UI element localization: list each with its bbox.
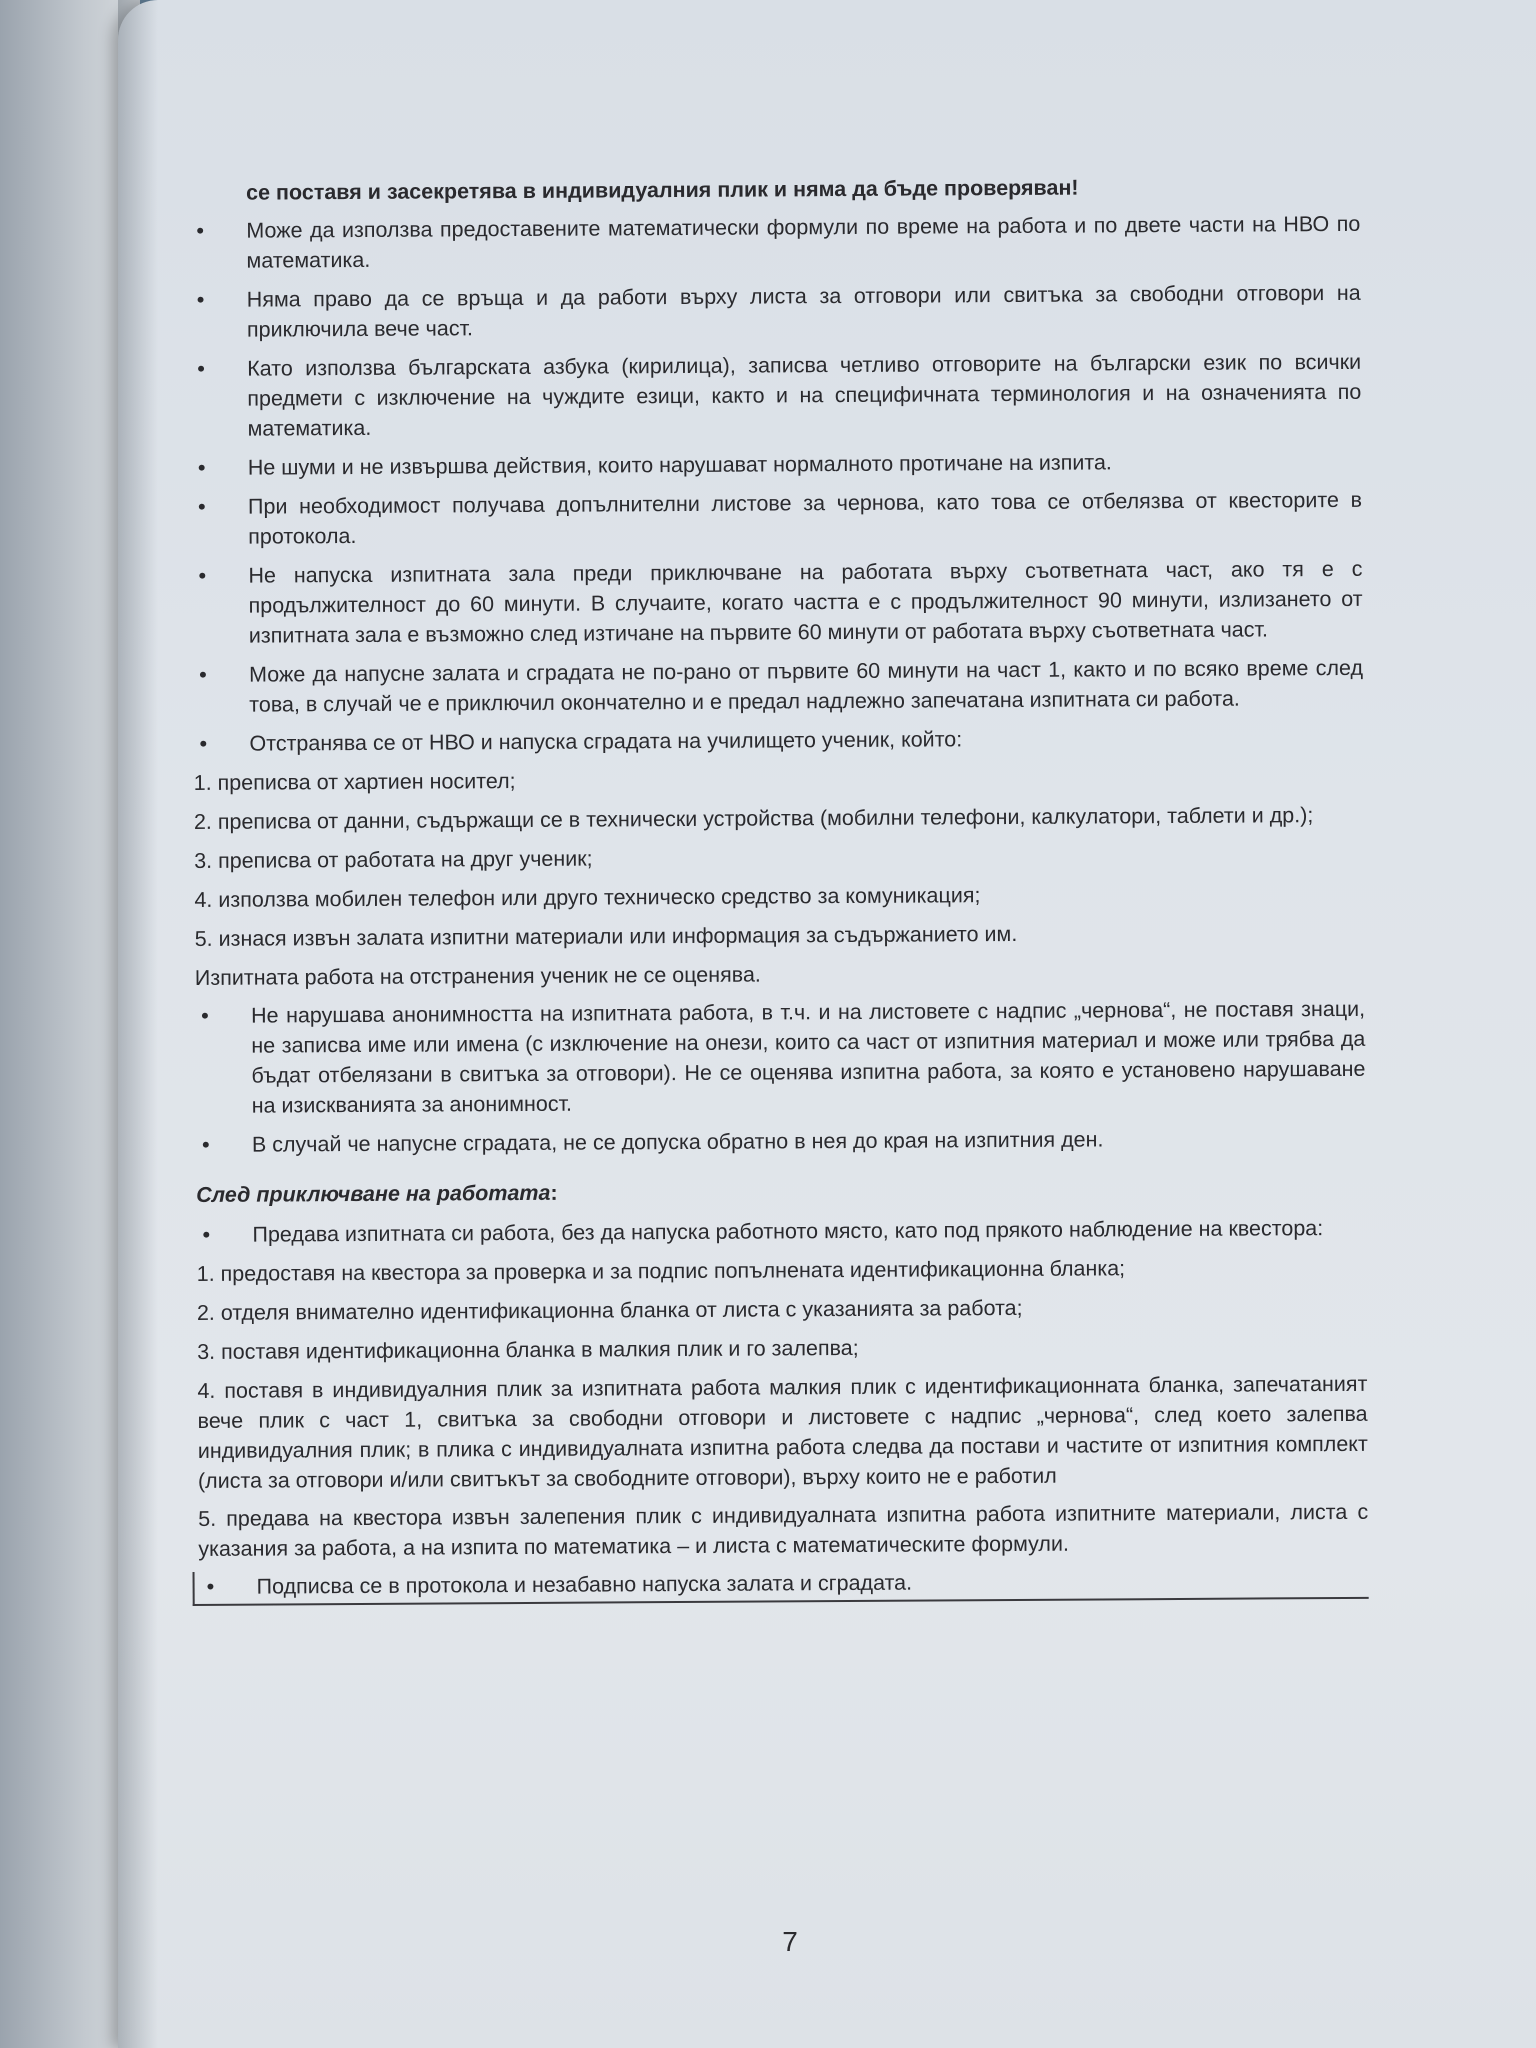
bullet-text: В случай че напусне сградата, не се допуска обратно в нея до края на изпитния ден.: [251, 1127, 1104, 1157]
bullet-text: Предава изпитната си работа, без да напуска работното място, като под прякото наблюдение на квестора:: [252, 1216, 1324, 1247]
removal-item: 5. изнася извън залата изпитни материали или информация за съдържанието им.: [194, 921, 1018, 951]
section-heading-text: След приключване на работата: [196, 1180, 551, 1207]
bullet-item: [195, 994, 1366, 1121]
bullet-item: [192, 554, 1363, 651]
bullet-dot: •: [196, 286, 205, 312]
bullet-item: [192, 485, 1362, 552]
after-item: 1. предоставя на квестора за проверка и за подпис попълнената идентификационна бланка;: [196, 1256, 1126, 1286]
bullet-text: Може да напусне залата и сградата не по-рано от първите 60 минути на част 1, както и по всяко време след това, в случай че е приключил окончателно и е предал надлежно запечатана изпитната си работа.: [248, 655, 1364, 717]
binding-gutter: [118, 0, 158, 2048]
bullet-item: [201, 1565, 1369, 1602]
bullet-dot: •: [201, 1002, 209, 1028]
bullet-dot: •: [202, 1221, 211, 1247]
section-heading: [196, 1173, 1366, 1210]
bullet-dot: •: [197, 355, 205, 381]
page-content: [190, 171, 1369, 1606]
bullet-item: [190, 209, 1360, 276]
bullet-dot: •: [199, 730, 208, 756]
bullet-text: Като използва българската азбука (кирилица), записва четливо отговорите на български език по всички предмети с изключение на чуждите езици, както и на специфичната терминология и на означенията по математика.: [247, 349, 1362, 441]
bullet-text: Не нарушава анонимността на изпитната работа, в т.ч. и на листовете с надпис „чернова“, не поставя знаци, не записва име или имена (с изключение на онези, които са част от изпитния материал и може или трябва да бъдат отбелязани в свитъка за отговори). Не се оценява изпитна работа, за която е установено нарушаване на изискванията за анонимност.: [251, 996, 1366, 1118]
removal-item: 3. преписва от работата на друг ученик;: [194, 846, 593, 873]
removal-item: 1. преписва от хартиен носител;: [193, 769, 516, 795]
bullet-dot: •: [196, 217, 205, 243]
after-item: 3. поставя идентификационна бланка в малкия плик и го залепва;: [197, 1335, 859, 1364]
removal-item: 2. преписва от данни, съдържащи се в технически устройства (мобилни телефони, калкулатори, таблети и др.);: [193, 803, 1314, 834]
bullet-dot: •: [206, 1573, 215, 1599]
bullet-dot: •: [198, 661, 207, 687]
bullet-text: Няма право да се връща и да работи върху листа за отговори или свитъка за свободни отговори на приключила вече част.: [246, 280, 1361, 342]
removal-item: 4. използва мобилен телефон или друго техническо средство за комуникация;: [194, 883, 981, 912]
bullet-item: [192, 446, 1362, 483]
bullet-dot: •: [197, 493, 206, 519]
bullet-item: [193, 722, 1363, 759]
bullet-item: [191, 278, 1361, 345]
bullet-text: Отстранява се от НВО и напуска сградата на училището ученик, който:: [249, 727, 963, 756]
after-item: 2. отделя внимателно идентификационна бланка от листа с указанията за работа;: [196, 1295, 1023, 1325]
after-item: 4. поставя в индивидуалния плик за изпитната работа малкия плик с идентификационната бланка, запечатаният вече плик с част 1, свитъка за свободни отговори и листовете с надпис „чернова“, след което залепва индивидуалния плик; в плика с индивидуалната изпитна работа следва да постави и частите от изпитния комплект (листа за отговори и/или свитъкът за свободните отговори), върху които не е работил: [197, 1371, 1368, 1493]
bullet-text: Подписва се в протокола и незабавно напуска залата и сградата.: [256, 1570, 913, 1599]
page-number: 7: [782, 1926, 798, 1957]
bullet-dot: •: [201, 1131, 210, 1157]
final-bullet-box: [193, 1565, 1369, 1606]
bullet-text: Не шуми и не извършва действия, които нарушават нормалното протичане на изпита.: [247, 450, 1112, 480]
intro-line: се поставя и засекретява в индивидуалния плик и няма да бъде проверяван!: [246, 175, 1079, 205]
after-item: 5. предава на квестора извън залепения плик с индивидуалната изпитна работа изпитните материали, листа с указания за работа, а на изпита по математика – и листа с математическите формули.: [198, 1499, 1369, 1561]
bullet-text: Не напуска изпитната зала преди приключване на работата върху съответната част, ако тя е с продължителност до 60 минути. В случаите, когато частта е с продължителност 90 минути, излизането от изпитната зала е възможно след изтичане на първите 60 минути от работата върху съответната част.: [248, 556, 1363, 648]
bullet-item: [191, 347, 1362, 444]
bullet-text: При необходимост получава допълнителни листове за чернова, като това се отбелязва от квесторите в протокола.: [247, 487, 1363, 549]
section-heading-colon: :: [550, 1180, 558, 1205]
bullet-text: Може да използва предоставените математически формули по време на работа и по двете части на НВО по математика.: [246, 211, 1361, 273]
removal-note: Изпитната работа на отстранения ученик не се оценява.: [194, 962, 761, 990]
bullet-item: [196, 1213, 1366, 1250]
bullet-dot: •: [198, 562, 207, 588]
bullet-item: [193, 653, 1363, 720]
bullet-item: [196, 1123, 1366, 1160]
bullet-dot: •: [197, 454, 206, 480]
